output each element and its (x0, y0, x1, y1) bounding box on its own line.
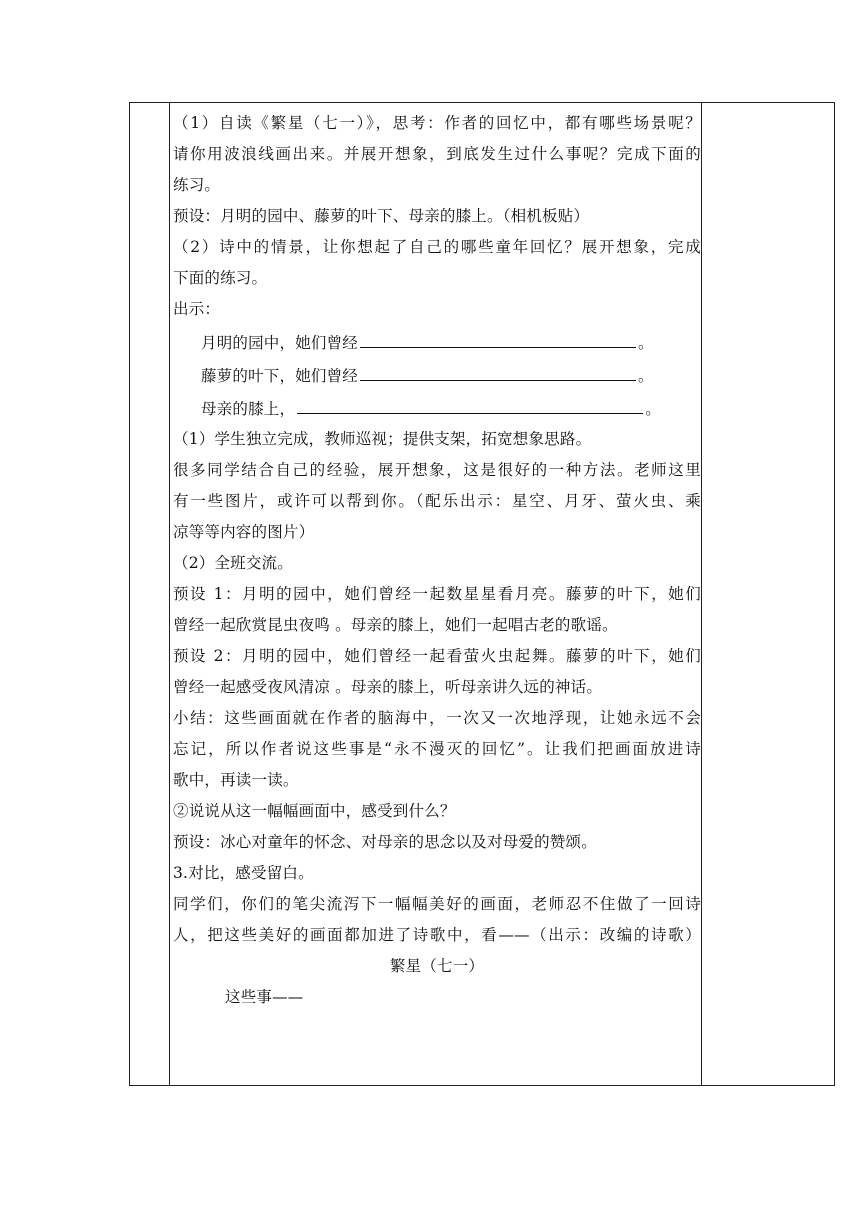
fill-prefix: 藤萝的叶下，她们曾经 (201, 367, 359, 385)
text-line: 很多同学结合自己的经验，展开想象，这是很好的一种方法。老师这里 (173, 461, 701, 479)
text-line: （1）自读《繁星（七一）》，思考：作者的回忆中，都有哪些场景呢？ (173, 114, 701, 132)
fill-in-line (173, 325, 701, 358)
answer-blank[interactable] (297, 391, 643, 414)
text-line: （2）全班交流。 (173, 554, 293, 572)
lesson-table (129, 102, 835, 1086)
text-line: 曾经一起欣赏昆虫夜鸣 。母亲的膝上，她们一起唱古老的歌谣。 (173, 616, 618, 634)
text-line: 有一些图片，或许可以帮到你。（配乐出示：星空、月牙、萤火虫、乘 (173, 492, 701, 510)
text-line: 练习。 (173, 176, 221, 194)
text-line: 预设 1：月明的园中，她们曾经一起数星星看月亮。藤萝的叶下，她们 (173, 585, 701, 603)
text-line: 下面的练习。 (173, 269, 268, 287)
column-divider-left (169, 103, 170, 1085)
answer-blank[interactable] (360, 325, 636, 348)
text-line: ②说说从这一幅幅画面中，感受到什么？ (173, 802, 456, 820)
text-line: （2）诗中的情景，让你想起了自己的哪些童年回忆？展开想象，完成 (173, 238, 701, 256)
text-line: 歌中，再读一读。 (173, 771, 299, 789)
text-line: 出示： (173, 300, 221, 318)
fill-prefix: 月明的园中，她们曾经 (201, 334, 359, 352)
text-line: 预设：冰心对童年的怀念、对母亲的思念以及对母爱的赞颂。 (173, 833, 597, 851)
text-line: 预设 2：月明的园中，她们曾经一起看萤火虫起舞。藤萝的叶下，她们 (173, 647, 701, 665)
text-line: 曾经一起感受夜风清凉 。母亲的膝上，听母亲讲久远的神话。 (173, 678, 603, 696)
poem-title: 繁星（七一） (389, 957, 485, 975)
text-line: 凉等等内容的图片） (173, 523, 315, 541)
text-line: 请你用波浪线画出来。并展开想象，到底发生过什么事呢？完成下面的 (173, 145, 701, 163)
fill-in-line (173, 358, 701, 391)
lesson-content-cell (173, 103, 701, 1013)
text-line: 预设：月明的园中、藤萝的叶下、母亲的膝上。（相机板贴） (173, 207, 590, 225)
text-line: 小结：这些画面就在作者的脑海中，一次又一次地浮现，让她永远不会 (173, 709, 701, 727)
text-line: 3.对比，感受留白。 (173, 864, 314, 882)
text-line: 人，把这些美好的画面都加进了诗歌中，看——（出示：改编的诗歌） (173, 926, 701, 944)
fill-suffix: 。 (638, 367, 654, 385)
fill-suffix: 。 (638, 334, 654, 352)
fill-suffix: 。 (645, 400, 661, 418)
column-divider-right (701, 103, 702, 1085)
poem-line: 这些事—— (225, 988, 304, 1006)
text-line: （1）学生独立完成，教师巡视；提供支架，拓宽想象思路。 (173, 430, 592, 448)
fill-in-line (173, 391, 701, 424)
fill-prefix: 母亲的膝上， (201, 400, 296, 418)
text-line: 同学们，你们的笔尖流泻下一幅幅美好的画面，老师忍不住做了一回诗 (173, 895, 701, 913)
text-line: 忘记，所以作者说这些事是“永不漫灭的回忆”。让我们把画面放进诗 (173, 740, 701, 758)
answer-blank[interactable] (360, 358, 636, 381)
